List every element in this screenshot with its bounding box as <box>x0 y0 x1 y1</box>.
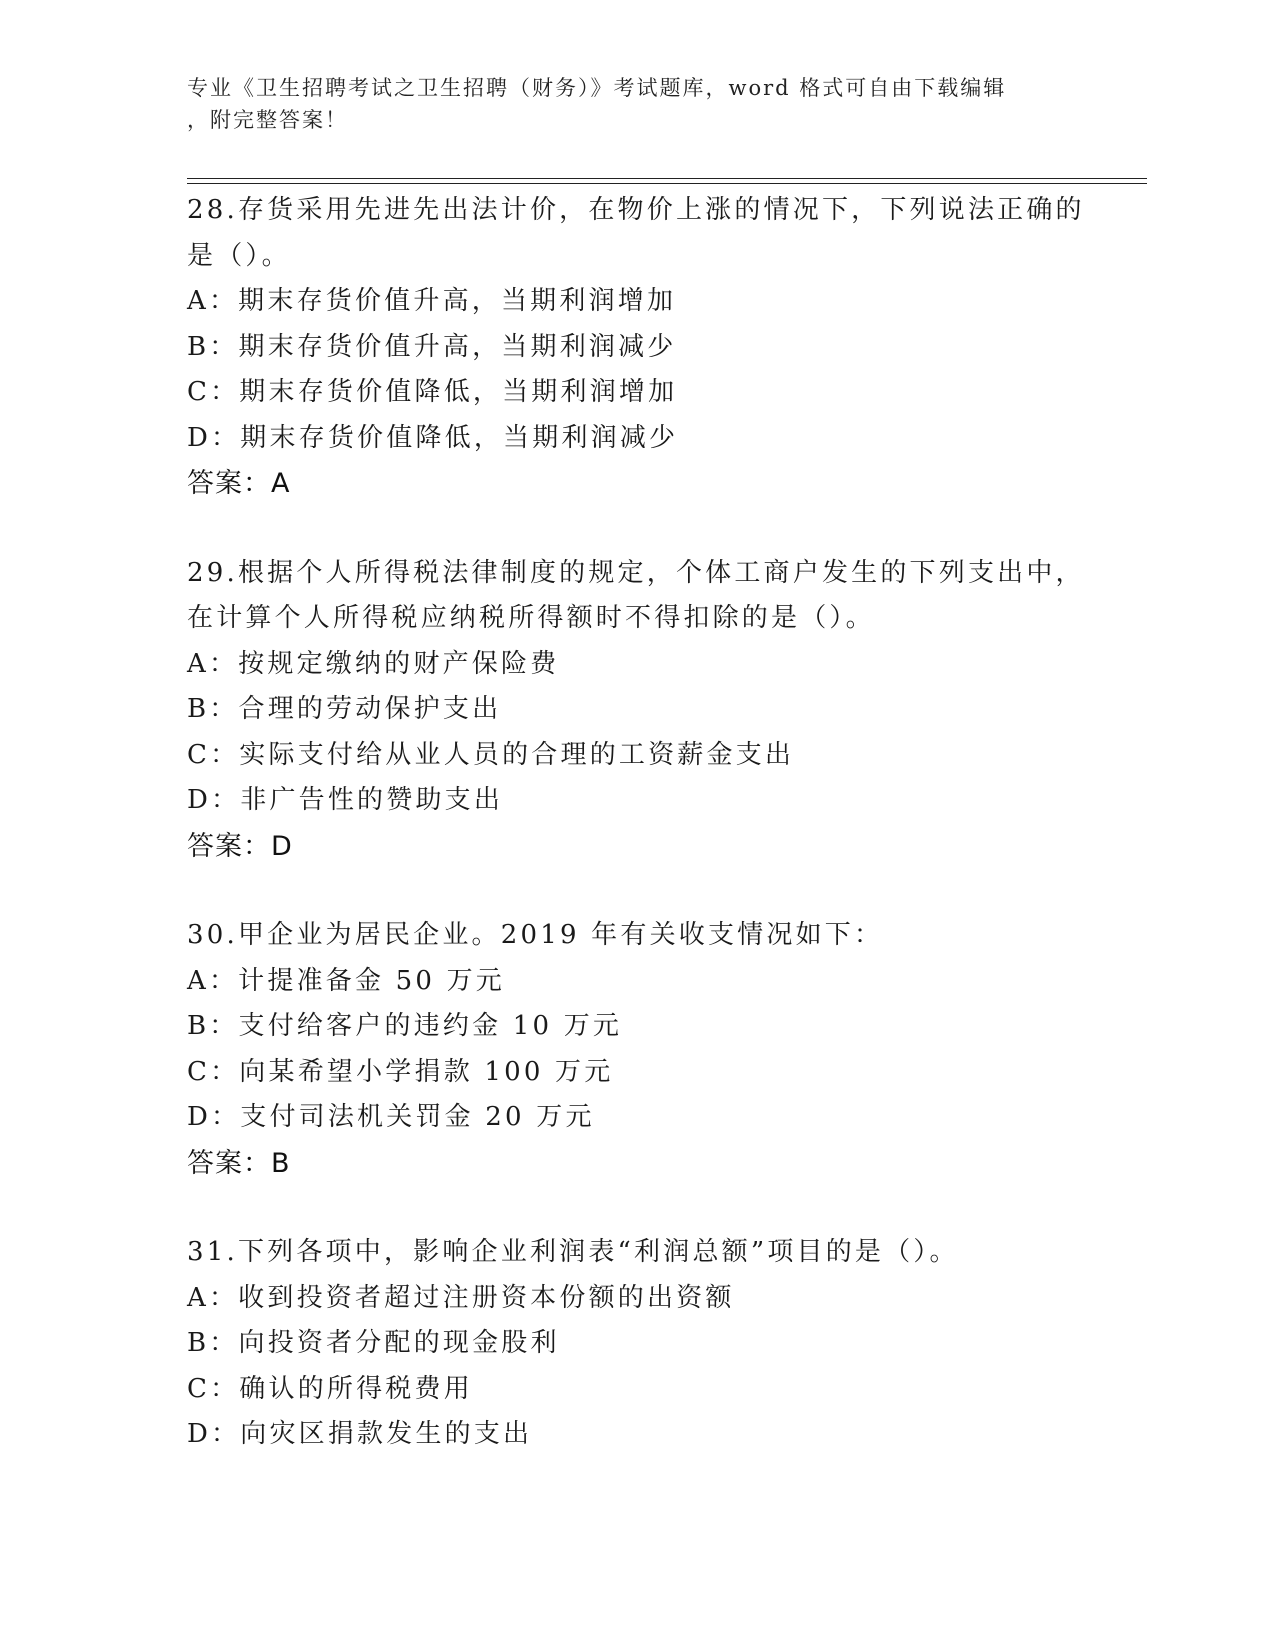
question-stem-line: 在计算个人所得税应纳税所得额时不得扣除的是（）。 <box>187 603 875 633</box>
header-divider-bottom <box>187 183 1147 184</box>
question-stem-line: 29.根据个人所得税法律制度的规定，个体工商户发生的下列支出中， <box>187 557 1085 588</box>
answer-label: 答案：A <box>187 468 291 499</box>
question-29 <box>187 551 1087 870</box>
question-stem-line: 28.存货采用先进先出法计价，在物价上涨的情况下，下列说法正确的 <box>187 195 1085 225</box>
question-stem-line: 31.下列各项中，影响企业利润表“利润总额”项目的是（）。 <box>187 1237 959 1267</box>
option-d: D：非广告性的赞助支出 <box>187 785 504 815</box>
option-a: A：收到投资者超过注册资本份额的出资额 <box>187 1282 735 1313</box>
option-b: B：向投资者分配的现金股利 <box>187 1328 560 1358</box>
document-header <box>187 72 1087 136</box>
option-b: B：合理的劳动保护支出 <box>187 694 502 724</box>
option-d: D：支付司法机关罚金 20 万元 <box>187 1102 595 1132</box>
answer-label: 答案：B <box>187 1147 291 1179</box>
option-a: A：按规定缴纳的财产保险费 <box>187 648 560 679</box>
option-d: D：向灾区捐款发生的支出 <box>187 1419 533 1449</box>
header-line-2: ，附完整答案！ <box>187 108 348 132</box>
option-a: A：计提准备金 50 万元 <box>187 965 505 996</box>
header-divider-top <box>187 178 1147 179</box>
option-a: A：期末存货价值升高，当期利润增加 <box>187 286 677 316</box>
option-c: C：确认的所得税费用 <box>187 1373 473 1404</box>
question-28 <box>187 188 1087 507</box>
question-31 <box>187 1230 1087 1458</box>
question-stem-line: 30.甲企业为居民企业。2019 年有关收支情况如下： <box>187 920 884 950</box>
option-c: C：实际支付给从业人员的合理的工资薪金支出 <box>187 739 795 770</box>
option-b: B：期末存货价值升高，当期利润减少 <box>187 331 677 362</box>
option-c: C：向某希望小学捐款 100 万元 <box>187 1056 614 1087</box>
question-stem-line: 是（）。 <box>187 240 291 271</box>
header-line-1: 专业《卫生招聘考试之卫生招聘（财务）》考试题库，word 格式可自由下载编辑 <box>187 76 1007 100</box>
option-d: D：期末存货价值降低，当期利润减少 <box>187 422 679 453</box>
answer-label: 答案：D <box>187 830 293 862</box>
option-b: B：支付给客户的违约金 10 万元 <box>187 1011 623 1041</box>
question-list <box>187 188 1087 1502</box>
option-c: C：期末存货价值降低，当期利润增加 <box>187 377 678 407</box>
question-30 <box>187 913 1087 1186</box>
